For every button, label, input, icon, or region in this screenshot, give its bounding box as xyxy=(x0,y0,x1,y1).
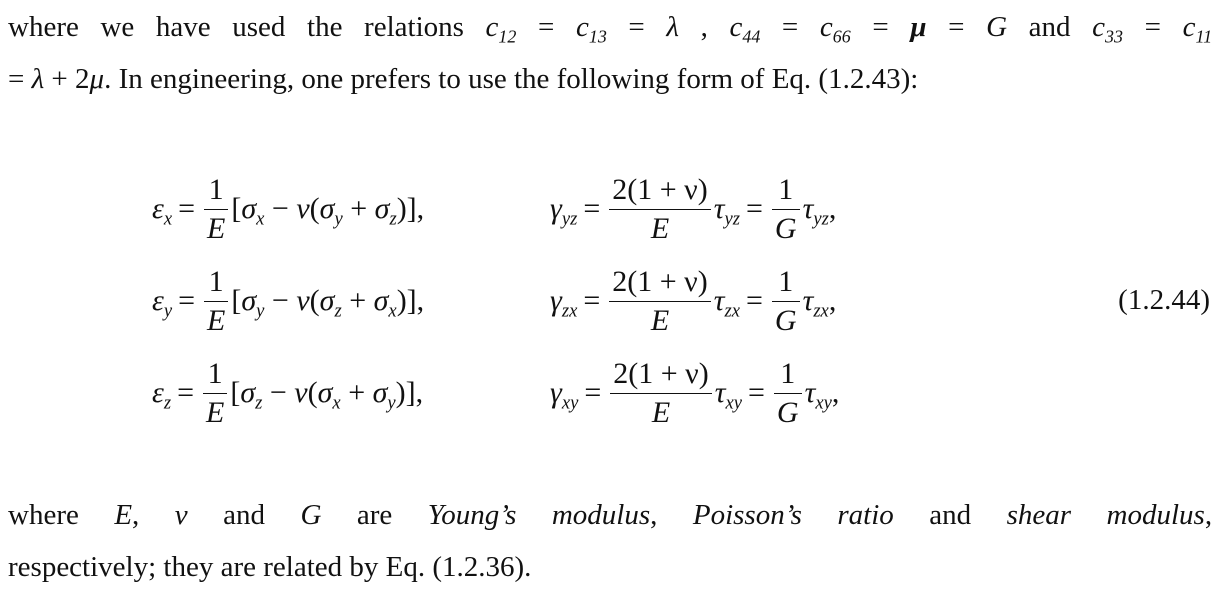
shear-modulus-term: shear modulus xyxy=(1006,499,1205,531)
one-over-G: $\frac{1}{G}$ xyxy=(772,265,800,338)
shear-expression: $\gamma_{yz}$ = $\frac{2(1 + \nu)}{E}$ $\tau_{yz}$ = $\frac{1}{G}$ $\tau_{yz}$ , xyxy=(550,172,837,245)
E-symbol: E xyxy=(114,499,133,531)
youngs-modulus-term: Young’s modulus xyxy=(427,499,651,531)
intro-line-1: where we have used the relations $c_{12} = c_{13} = \lambda$ , $c_{44} = c_{66} = \mu = G$ and $c_{33} = c_{11}$ xyxy=(8,11,1213,47)
equation-number: (1.2.44) xyxy=(1118,284,1210,316)
mu-symbol: μ xyxy=(910,11,927,43)
tau-symbol-2: $\tau_{yz}$ xyxy=(802,192,829,230)
shear-expression: $\gamma_{zx}$ = $\frac{2(1 + \nu)}{E}$ $\tau_{zx}$ = $\frac{1}{G}$ $\tau_{zx}$ , xyxy=(550,264,837,337)
gamma-symbol: $\gamma_{yz}$ xyxy=(550,192,578,230)
two-one-plus-nu-over-E: $\frac{2(1 + \nu)}{E}$ xyxy=(610,357,711,430)
c44-symbol: $c_{44}$ xyxy=(729,11,761,47)
c12-symbol: $c_{12}$ xyxy=(485,11,517,47)
strain-expression: $\varepsilon_y$ = $\frac{1}{E}$ $[\sigma_y - \nu(\sigma_z + \sigma_x)]$, xyxy=(152,264,425,337)
tau-symbol-2: $\tau_{zx}$ xyxy=(802,284,829,322)
c11-symbol: $c_{11}$ xyxy=(1182,11,1213,47)
gamma-symbol: $\gamma_{xy}$ xyxy=(550,376,579,414)
lambda-symbol: λ xyxy=(666,11,679,43)
sigma-bracket: $[\sigma_y - \nu(\sigma_z + \sigma_x)]$, xyxy=(231,284,425,322)
where-word: where xyxy=(8,499,79,531)
intro-line-2: = λ + 2μ. In engineering, one prefers to use the following form of Eq. (1.2.43): xyxy=(8,63,919,95)
sigma-bracket: $[\sigma_x - \nu(\sigma_y + \sigma_z)]$, xyxy=(231,192,425,230)
strain-expression: $\varepsilon_x$ = $\frac{1}{E}$ $[\sigma_x - \nu(\sigma_y + \sigma_z)]$, xyxy=(152,172,425,245)
poissons-ratio-term: Poisson’s ratio xyxy=(692,499,894,531)
tau-symbol-2: $\tau_{xy}$ xyxy=(804,376,832,414)
tau-symbol: $\tau_{yz}$ xyxy=(713,192,740,230)
mu-symbol-2: μ xyxy=(89,63,105,95)
tau-symbol: $\tau_{xy}$ xyxy=(714,376,742,414)
one-over-E: $\frac{1}{E}$ xyxy=(204,265,228,338)
and-word: and xyxy=(1028,11,1071,43)
c33-symbol: $c_{33}$ xyxy=(1092,11,1123,47)
tau-symbol: $\tau_{zx}$ xyxy=(713,284,740,322)
two-one-plus-nu-over-E: $\frac{2(1 + \nu)}{E}$ xyxy=(609,173,710,246)
epsilon-symbol: $\varepsilon_y$ xyxy=(152,284,173,322)
one-over-E: $\frac{1}{E}$ xyxy=(204,173,228,246)
nu-symbol: ν xyxy=(174,499,188,531)
intro-paragraph xyxy=(8,1,1212,105)
two-digit: 2 xyxy=(75,63,90,95)
strain-expression: $\varepsilon_z$ = $\frac{1}{E}$ $[\sigma_z - \nu(\sigma_x + \sigma_y)]$, xyxy=(152,356,424,429)
shear-expression: $\gamma_{xy}$ = $\frac{2(1 + \nu)}{E}$ $\tau_{xy}$ = $\frac{1}{G}$ $\tau_{xy}$ , xyxy=(550,356,840,429)
intro-text: where we have used the relations xyxy=(8,11,464,43)
c66-symbol: $c_{66}$ xyxy=(819,11,851,47)
and-word-2: and xyxy=(929,499,972,531)
intro-line-2-text: . In engineering, one prefers to use the following form of Eq. (1.2.43): xyxy=(104,63,919,95)
two-one-plus-nu-over-E: $\frac{2(1 + \nu)}{E}$ xyxy=(609,265,710,338)
one-over-E: $\frac{1}{E}$ xyxy=(203,357,227,430)
are-word: are xyxy=(356,499,393,531)
c13-symbol: $c_{13}$ xyxy=(575,11,607,47)
one-over-G: $\frac{1}{G}$ xyxy=(772,173,800,246)
epsilon-symbol: $\varepsilon_x$ xyxy=(152,192,173,230)
closing-paragraph xyxy=(8,489,1212,593)
gamma-symbol: $\gamma_{zx}$ xyxy=(550,284,578,322)
closing-line-1: where E, ν and G are Young’s modulus, Poisson’s ratio and shear modulus, xyxy=(8,499,1213,531)
G-symbol-closing: G xyxy=(300,499,322,531)
and-word-1: and xyxy=(223,499,265,531)
lambda-symbol-2: λ xyxy=(31,63,45,95)
closing-line-2: respectively; they are related by Eq. (1.2.36). xyxy=(8,551,532,583)
one-over-G: $\frac{1}{G}$ xyxy=(774,357,802,430)
equation-block xyxy=(0,164,1220,444)
epsilon-symbol: $\varepsilon_z$ xyxy=(152,376,172,414)
G-symbol: G xyxy=(986,11,1008,43)
sigma-bracket: $[\sigma_z - \nu(\sigma_x + \sigma_y)]$, xyxy=(230,376,424,414)
